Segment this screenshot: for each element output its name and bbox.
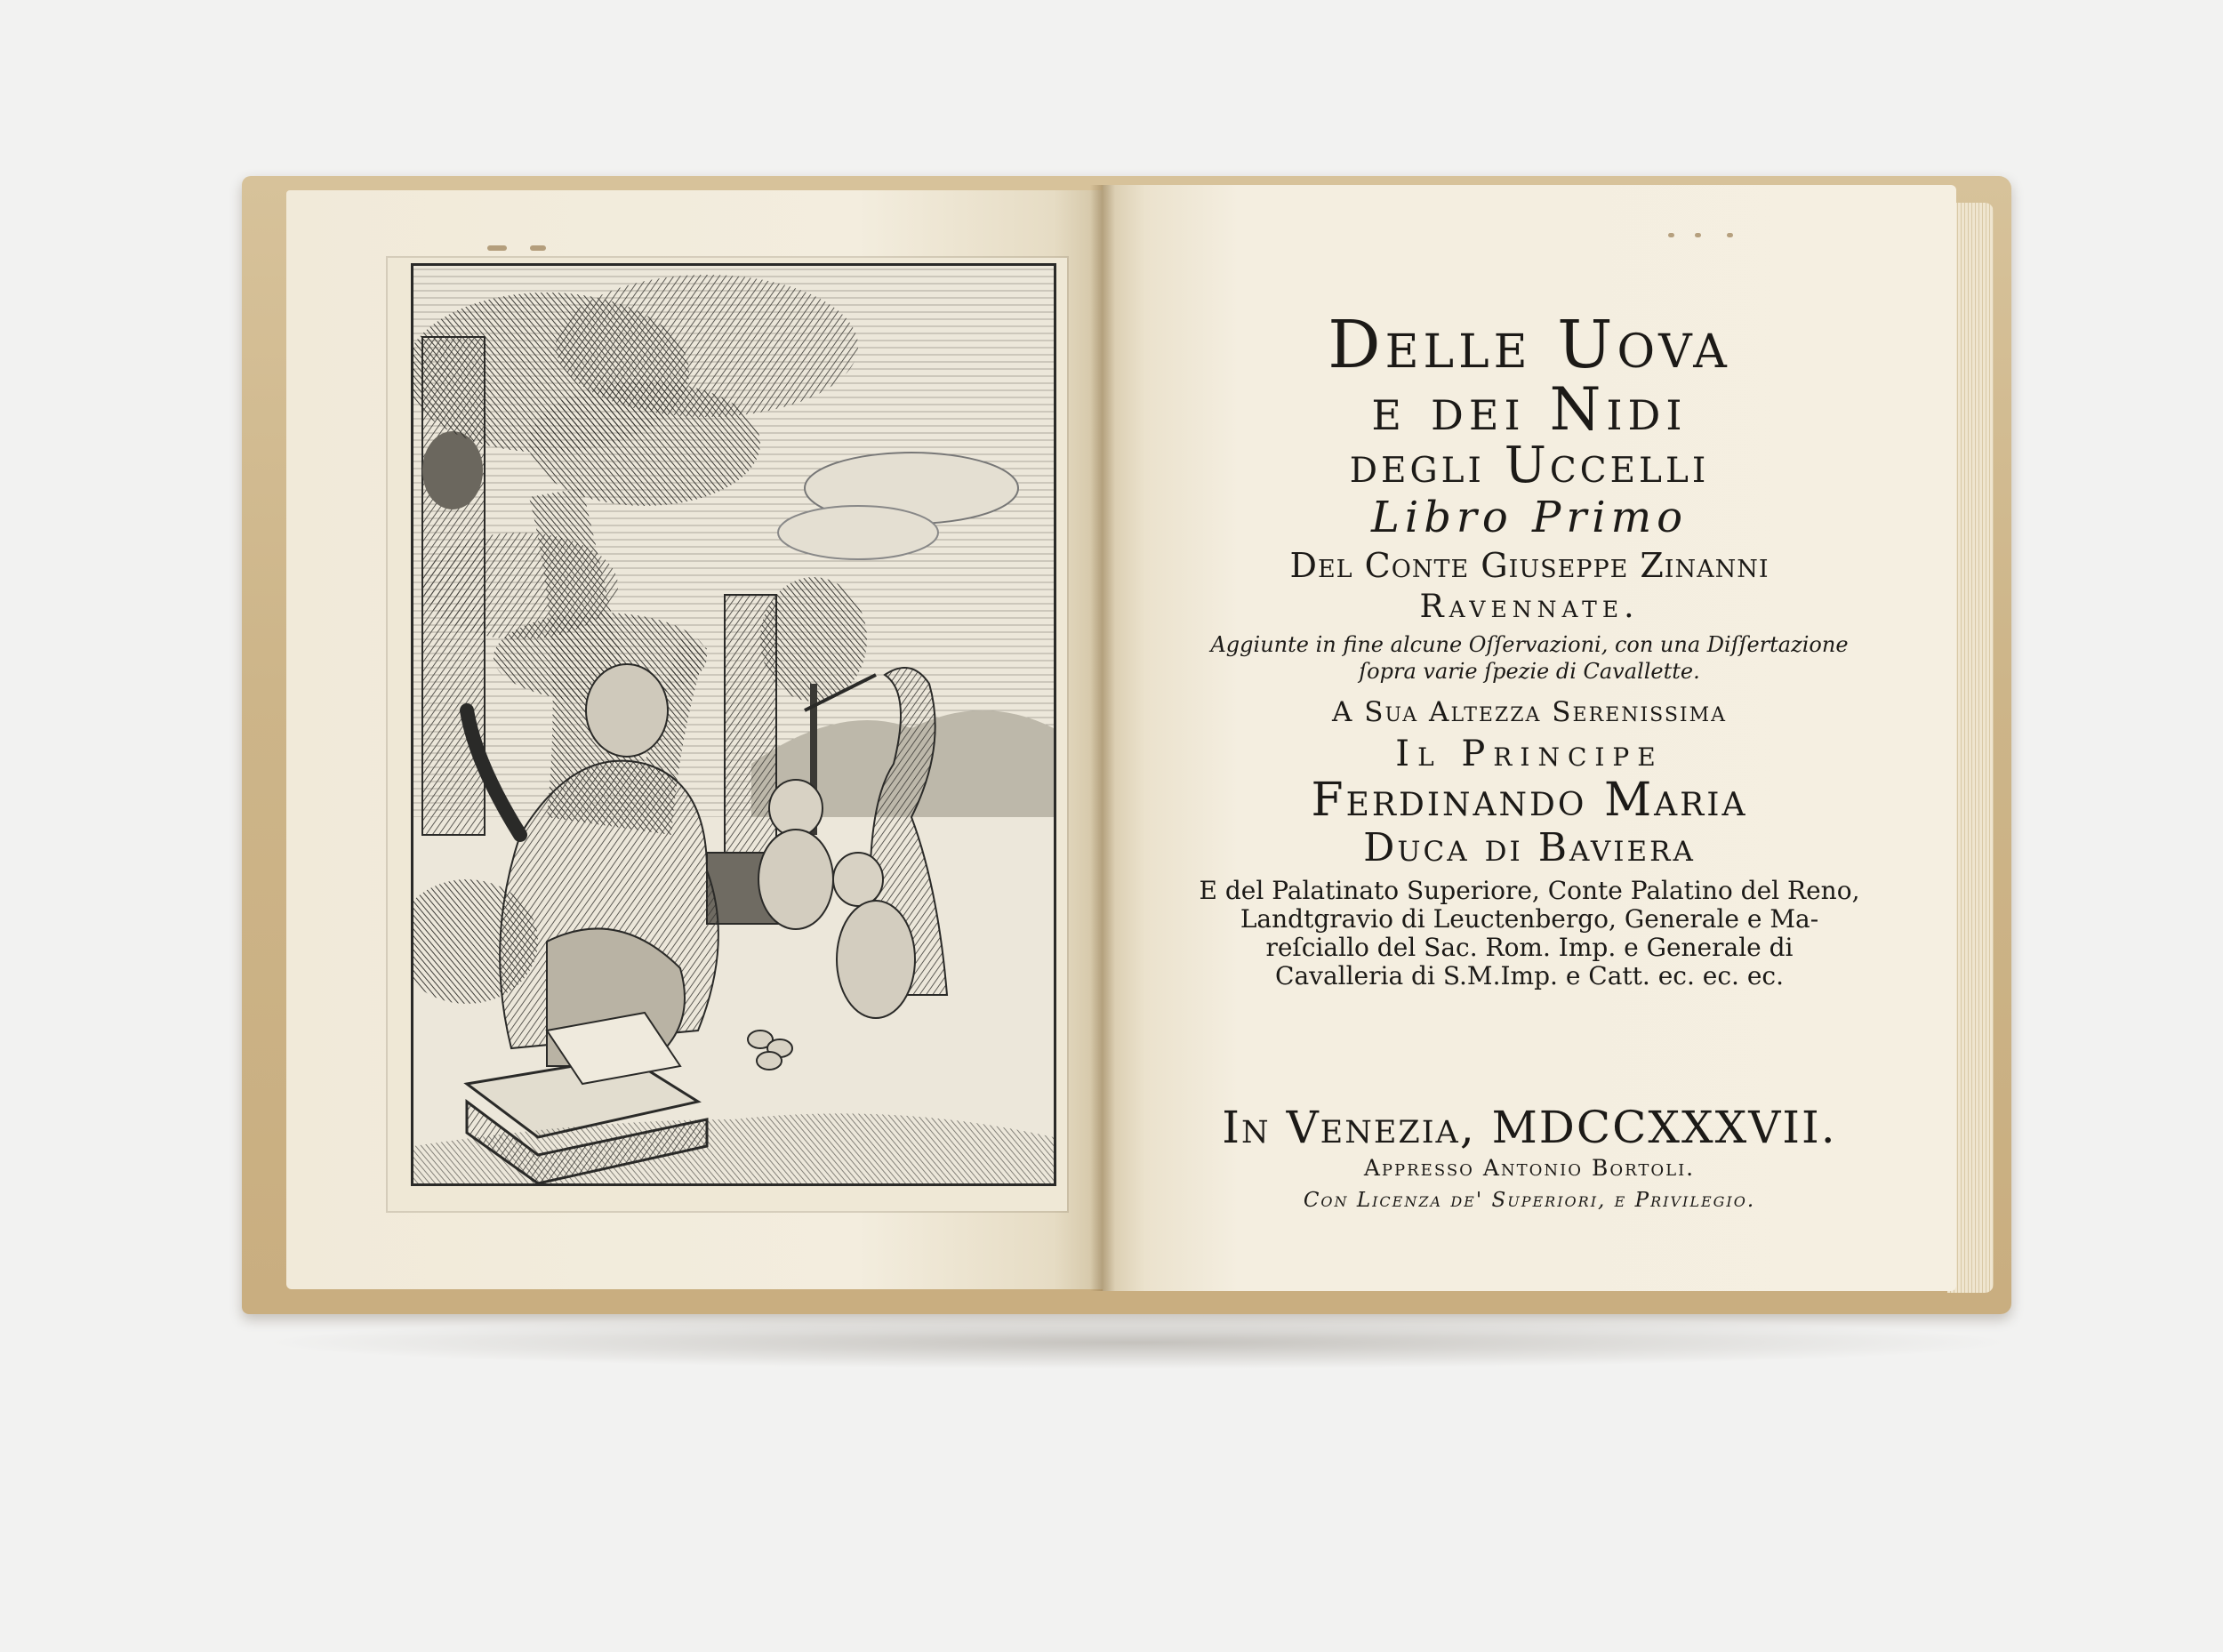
titles-line-3: reſciallo del Sac. Rom. Imp. e Generale di — [1265, 933, 1794, 962]
imprint-printer: Appresso Antonio Bortoli. — [1363, 1155, 1696, 1181]
paper-stain — [1695, 233, 1701, 237]
paper-stain — [1727, 233, 1733, 237]
title-line-2: e dei Nidi — [1371, 375, 1688, 444]
frontispiece-engraving — [411, 263, 1056, 1186]
titles-line-4: Cavalleria di S.M.Imp. e Catt. ec. ec. ec. — [1275, 961, 1784, 990]
titles-line-2: Landtgravio di Leuctenbergo, Generale e Ma- — [1240, 904, 1819, 934]
dedication-line-2: Il Principe — [1395, 734, 1664, 774]
title-line-1: Delle Uova — [1328, 307, 1731, 383]
dedication-line-1: A Sua Altezza Sereniſſima — [1331, 696, 1728, 728]
dedication-line-3: Ferdinando Maria — [1311, 774, 1748, 827]
engraving-illustration — [413, 266, 1054, 1183]
title-line-3: degli Uccelli — [1349, 437, 1710, 494]
dedication-line-4: Duca di Baviera — [1363, 825, 1696, 870]
imprint-place-date: In Venezia, MDCCXXXVII. — [1222, 1102, 1837, 1153]
book-gutter — [1090, 185, 1115, 1291]
title-page-text — [1147, 309, 1912, 990]
title-line-4: Libro Primo — [1370, 493, 1689, 542]
paper-stain — [1668, 233, 1674, 237]
subtitle-line-1: Aggiunte in fine alcune Oſſervazioni, con una Diſſertazione — [1210, 632, 1849, 657]
author-line: Del Conte Giuseppe Zinanni — [1289, 546, 1770, 585]
imprint-license: Con Licenza de' Superiori, e Privilegio. — [1303, 1189, 1756, 1212]
paper-stain — [487, 245, 507, 251]
author-origin: Ravennate. — [1419, 589, 1640, 625]
book-shadow — [258, 1316, 2018, 1369]
paper-stain — [530, 245, 546, 251]
imprint-block — [1147, 1103, 1912, 1216]
subtitle-line-2: ſopra varie ſpezie di Cavallette. — [1359, 659, 1700, 684]
titles-line-1: E del Palatinato Superiore, Conte Palatino del Reno, — [1199, 876, 1860, 905]
